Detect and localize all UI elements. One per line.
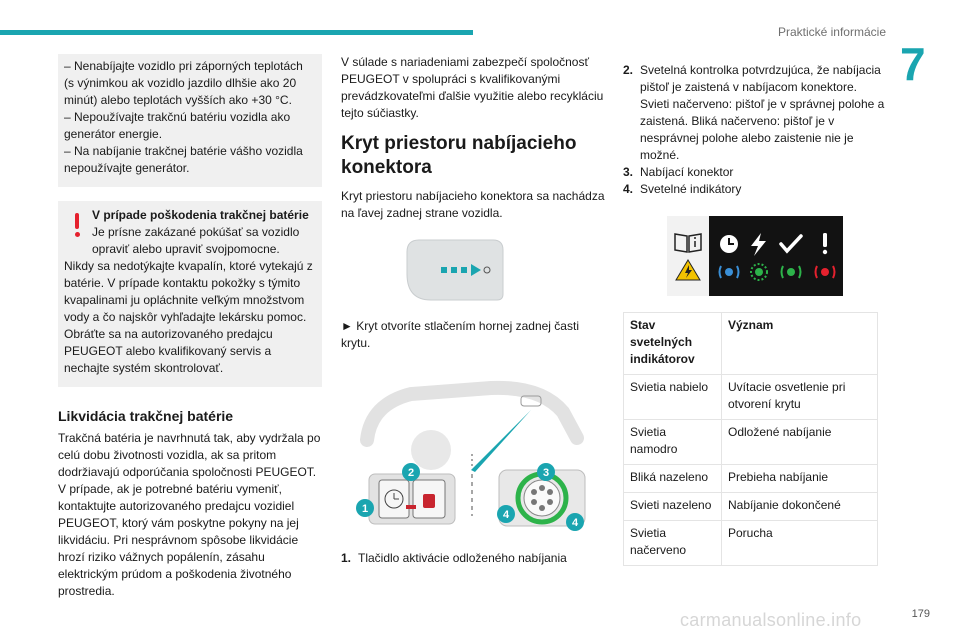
warning-line-3: Obráťte sa na autorizovaného predajcu PEUGEOT alebo kvalifikovaný servis a nechajte systém skontrolovať. <box>64 327 273 375</box>
indicator-panel <box>667 216 843 296</box>
note-3: – Na nabíjanie trakčnej batérie vášho vozidla nepoužívajte generátor. <box>64 144 303 175</box>
legend-item-4 <box>623 181 888 198</box>
open-cover-instruction: ► Kryt otvoríte stlačením hornej zadnej časti krytu. <box>341 319 579 350</box>
table-cell-meaning: Prebieha nabíjanie <box>722 465 878 493</box>
table-cell-meaning: Nabíjanie dokončené <box>722 493 878 521</box>
table-row <box>624 465 878 493</box>
legend-item-2 <box>623 62 888 164</box>
cover-press-illustration <box>401 234 605 304</box>
callout-1: 1 <box>361 503 369 515</box>
warning-line-1: Je prísne zakázané pokúšať sa vozidlo opraviť alebo upraviť svojpomocne. <box>92 225 300 256</box>
legend-num-1: 1. <box>341 551 352 565</box>
warning-line-2: Nikdy sa nedotýkajte kvapalín, ktoré vytekajú z batérie. V prípade kontaktu pokožky s týmito kvapalinami ju opláchnite veľkým množstvom vody a čo najskôr vyhľadajte lekársku pomoc. <box>64 259 313 324</box>
recycling-text: V súlade s nariadeniami zabezpečí spoločnosť PEUGEOT v spolupráci s kvalifikovanými prevádzkovateľmi ďalšie využitie alebo recykláciu tejto súčiastky. <box>341 55 604 120</box>
section-title: Praktické informácie <box>777 25 886 39</box>
legend-text-1: Tlačidlo aktivácie odloženého nabíjania <box>358 551 567 565</box>
table-cell-meaning: Uvítacie osvetlenie pri otvorení krytu <box>722 375 878 420</box>
note-1: – Nenabíjajte vozidlo pri záporných teplotách (s výnimkou ak vozidlo jazdilo dlhšie ako 20 minút) alebo teplotách vyšších ako +30 °C. <box>64 59 303 107</box>
chapter-number: 7 <box>900 38 926 90</box>
table-cell-meaning: Porucha <box>722 521 878 566</box>
table-cell-state: Svietia namodro <box>624 420 722 465</box>
table-cell-state: Svietia nabielo <box>624 375 722 420</box>
table-cell-meaning: Odložené nabíjanie <box>722 420 878 465</box>
table-cell-state: Bliká nazeleno <box>624 465 722 493</box>
manual-icon <box>675 234 701 252</box>
table-cell-state: Svietia načerveno <box>624 521 722 566</box>
table-row <box>624 375 878 420</box>
table-row <box>624 521 878 566</box>
column-2 <box>341 54 605 567</box>
legend-text-4: Svetelné indikátory <box>640 182 742 196</box>
warning-title: V prípade poškodenia trakčnej batérie <box>92 208 309 222</box>
watermark: carmanualsonline.info <box>680 610 862 630</box>
legend-num-4: 4. <box>623 182 634 196</box>
cover-location-text: Kryt priestoru nabíjacieho konektora sa nachádza na ľavej zadnej strane vozidla. <box>341 189 605 220</box>
legend-item-1 <box>341 550 605 567</box>
table-header-state: Stav svetelných indikátorov <box>624 313 722 375</box>
legend-num-2: 2. <box>623 63 634 77</box>
callout-2: 2 <box>407 467 415 479</box>
disposal-heading: Likvidácia trakčnej batérie <box>58 408 234 424</box>
callout-4-left: 4 <box>502 509 510 521</box>
column-1 <box>58 54 322 600</box>
indicator-states-table <box>623 312 878 566</box>
header-accent-bar <box>0 30 473 35</box>
exclamation-icon <box>823 233 827 254</box>
table-row <box>624 420 878 465</box>
legend-num-3: 3. <box>623 165 634 179</box>
table-header-meaning: Význam <box>722 313 878 375</box>
clock-icon <box>720 235 738 253</box>
check-icon <box>781 236 801 251</box>
indicator-panel-left <box>667 216 709 296</box>
connector-cover-heading: Kryt priestoru nabíjacieho konektora <box>341 133 577 178</box>
battery-damage-warning <box>58 201 322 387</box>
led-indicator-icon <box>720 264 835 280</box>
legend-text-3: Nabíjací konektor <box>640 165 734 179</box>
note-2: – Nepoužívajte trakčnú batériu vozidla ako generátor energie. <box>64 110 291 141</box>
column-3 <box>623 62 888 566</box>
table-row <box>624 493 878 521</box>
table-header-row <box>624 313 878 375</box>
connector-area-illustration <box>341 366 605 536</box>
table-cell-state: Svieti nazeleno <box>624 493 722 521</box>
warning-icon <box>72 213 82 239</box>
charging-notes-box <box>58 54 322 187</box>
callout-4-right: 4 <box>571 517 579 529</box>
legend-text-2: Svetelná kontrolka potvrdzujúca, že nabíjacia pištoľ je zaistená v nabíjacom konektore. Svieti načerveno: pištoľ je v správnej polohe a zaistená. Bliká načerveno: pištoľ je v nesprávnej polohe alebo zaistenie nie je možné. <box>640 63 885 162</box>
page-number: 179 <box>911 608 930 620</box>
indicator-panel-right <box>709 216 843 296</box>
callout-3: 3 <box>542 467 550 479</box>
lightning-icon <box>751 233 766 256</box>
warning-triangle-icon <box>676 260 700 280</box>
legend-item-3 <box>623 164 888 181</box>
disposal-text: Trakčná batéria je navrhnutá tak, aby vydržala po celú dobu životnosti vozidla, ak sa pritom dodržiavajú odporúčania spoločnosti PEUGEOT. V prípade, ak je potrebné batériu vymeniť, kontaktujte autorizovaného predajcu vozidiel PEUGEOT, ktorý vám poskytne pokyny na jej likvidáciu. Pri nesprávnom spôsobe likvidácie hrozí riziko vážnych popálenín, zásahu elektrickým prúdom a poškodenia životného prostredia. <box>58 431 321 598</box>
